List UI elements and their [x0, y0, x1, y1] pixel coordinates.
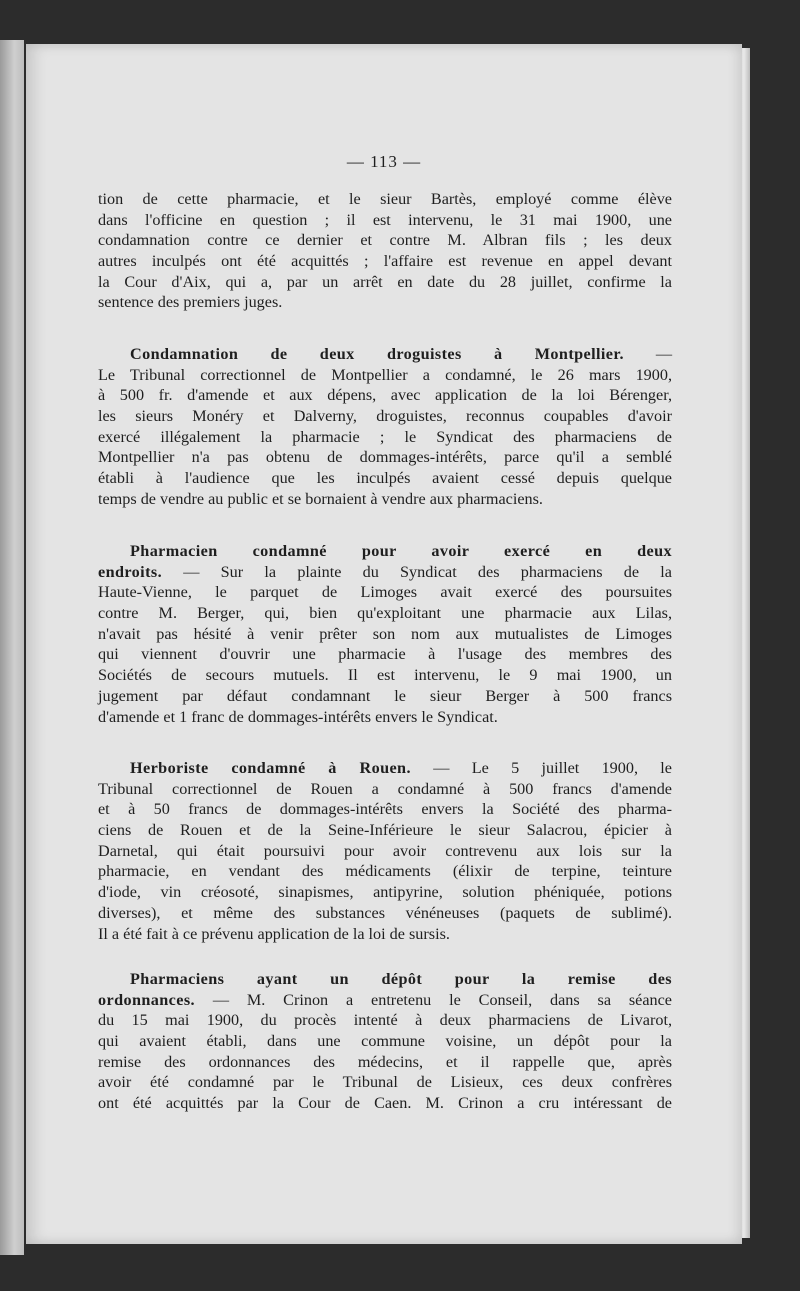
text-line: Le Tribunal correctionnel de Montpellier a condamné, le 26 mars 1900,: [98, 365, 672, 384]
section-heading-line: [98, 344, 672, 365]
section-heading-line: endroits. — Sur la plainte du Syndicat des pharmaciens de la: [98, 562, 672, 581]
text-line: avoir été condamné par le Tribunal de Lisieux, ces deux confrères: [98, 1073, 672, 1092]
text-line: temps de vendre au public et se bornaient à vendre aux pharmaciens.: [98, 489, 543, 508]
text-line: ont été acquittés par la Cour de Caen. M. Crinon a cru intéressant de: [98, 1094, 672, 1113]
text-line: qui avaient établi, dans une commune voisine, un dépôt pour la: [98, 1032, 672, 1051]
text-line: établi à l'audience que les inculpés avaient cessé depuis quelque: [98, 469, 672, 488]
text-line: autres inculpés ont été acquittés ; l'affaire est revenue en appel devant: [98, 252, 672, 271]
text-line: et à 50 francs de dommages-intérêts envers la Société des pharma-: [98, 800, 672, 819]
text-line: Tribunal correctionnel de Rouen a condamné à 500 francs d'amende: [98, 779, 672, 798]
text-line: dans l'officine en question ; il est intervenu, le 31 mai 1900, une: [98, 210, 672, 229]
section-droguistes-montpellier: [98, 344, 672, 510]
text-line: diverses), et même des substances vénéneuses (paquets de sublimé).: [98, 903, 672, 922]
section-heading: Herboriste condamné à Rouen.: [130, 759, 411, 777]
section-heading-line: Herboriste condamné à Rouen. — Le 5 juillet 1900, le: [130, 759, 672, 777]
text-line: ciens de Rouen et de la Seine-Inférieure le sieur Salacrou, épicier à: [98, 821, 672, 840]
text-line: Haute-Vienne, le parquet de Limoges avait exercé des poursuites: [98, 583, 672, 602]
heading-dash: —: [623, 345, 673, 363]
text-line: tion de cette pharmacie, et le sieur Bartès, employé comme élève: [98, 190, 672, 208]
text-line: Montpellier n'a pas obtenu de dommages-intérêts, parce qu'il a semblé: [98, 448, 672, 467]
text-line: d'amende et 1 franc de dommages-intérêts envers le Syndicat.: [98, 707, 498, 726]
text-line: Sociétés de secours mutuels. Il est intervenu, le 9 mai 1900, un: [98, 666, 672, 685]
text-line: sentence des premiers juges.: [98, 293, 283, 312]
page-number: — 113 —: [346, 152, 422, 171]
facing-page-edge: [0, 40, 24, 1255]
text-line: remise des ordonnances des médecins, et il rappelle que, après: [98, 1052, 672, 1071]
section-pharmacien-deux-endroits: [98, 541, 672, 727]
text-line: d'iode, vin créosoté, sinapismes, antipyrine, solution phéniquée, potions: [98, 883, 672, 902]
section-heading: Pharmaciens ayant un dépôt pour la remise des: [130, 970, 672, 988]
section-heading: Pharmacien condamné pour avoir exercé en deux: [130, 542, 672, 560]
text-line: la Cour d'Aix, qui a, par un arrêt en date du 28 juillet, confirme la: [98, 272, 672, 291]
text-line: pharmacie, en vendant des médicaments (élixir de terpine, teinture: [98, 862, 672, 881]
section-herboriste-rouen: [98, 758, 672, 944]
text-line: qui viennent d'ouvrir une pharmacie à l'usage des membres des: [98, 645, 672, 664]
section-depot-ordonnances: [98, 969, 672, 1114]
text-line: n'avait pas hésité à venir prêter son nom aux mutualistes de Limoges: [98, 624, 672, 643]
section-heading-line: ordonnances. — M. Crinon a entretenu le Conseil, dans sa séance: [98, 990, 672, 1009]
text-line: les sieurs Monéry et Dalverny, droguistes, reconnus coupables d'avoir: [98, 407, 672, 426]
text-line: jugement par défaut condamnant le sieur Berger à 500 francs: [98, 686, 672, 705]
section-heading: Condamnation de deux droguistes à Montpellier.: [130, 345, 624, 363]
book-page: [26, 44, 742, 1244]
text-line: Darnetal, qui était poursuivi pour avoir contrevenu aux lois sur la: [98, 841, 672, 860]
text-line: à 500 fr. d'amende et aux dépens, avec application de la loi Bérenger,: [98, 386, 672, 405]
paragraph-continuation: [98, 189, 672, 313]
text-line: contre M. Berger, qui, bien qu'exploitant une pharmacie aux Lilas,: [98, 604, 672, 623]
text-line: Il a été fait à ce prévenu application de la loi de sursis.: [98, 924, 450, 943]
text-line: exercé illégalement la pharmacie ; le Syndicat des pharmaciens de: [98, 427, 672, 446]
text-line: du 15 mai 1900, du procès intenté à deux pharmaciens de Livarot,: [98, 1011, 672, 1030]
text-line: condamnation contre ce dernier et contre M. Albran fils ; les deux: [98, 231, 672, 250]
